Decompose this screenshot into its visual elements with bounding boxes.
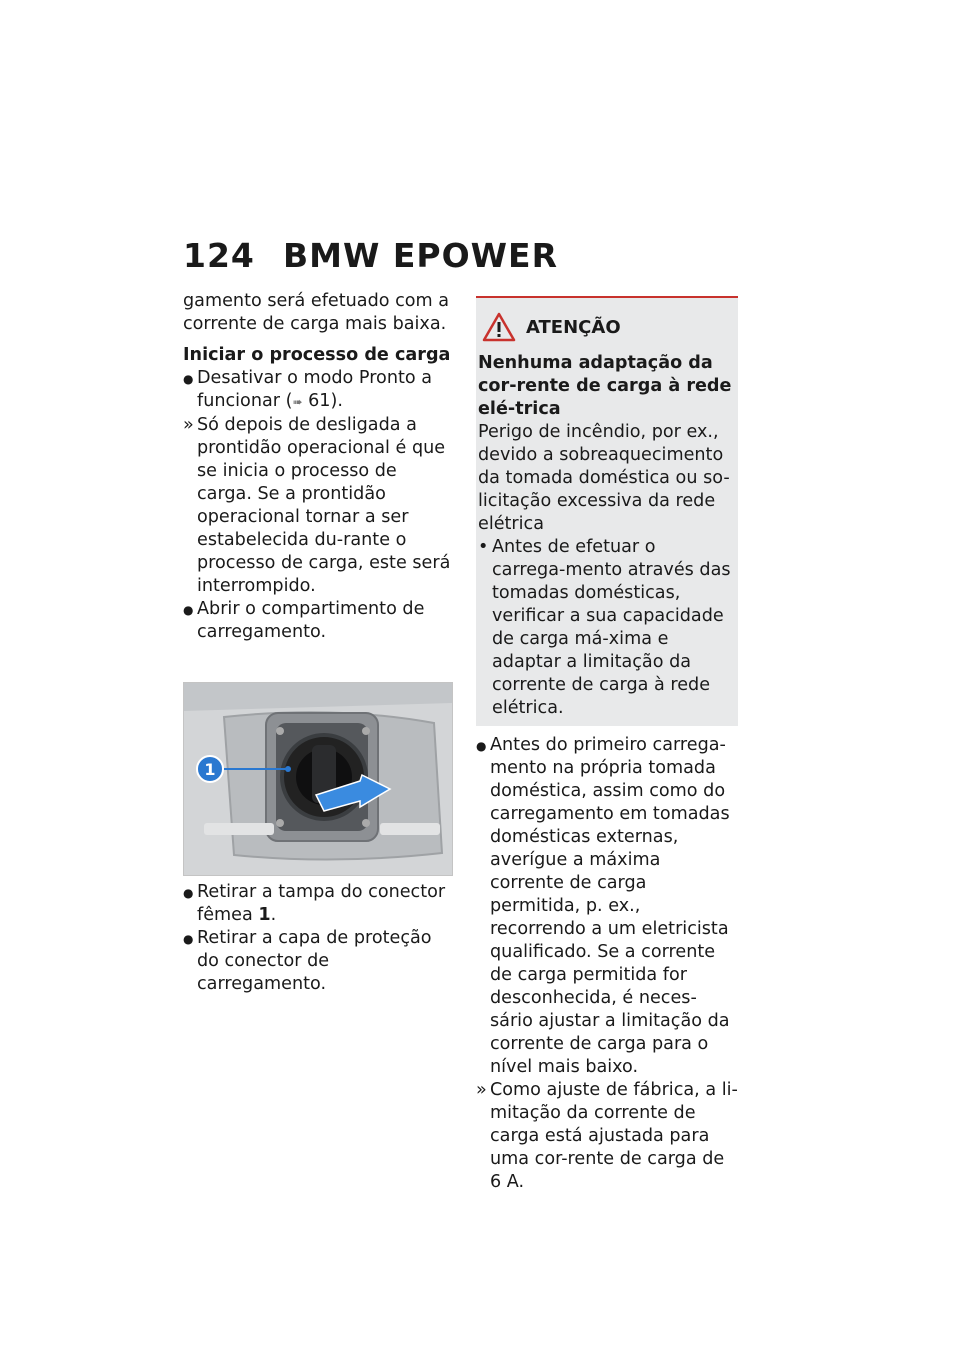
chapter-title: BMW EPOWER: [283, 236, 559, 275]
step-list: [476, 734, 738, 1194]
bullet-icon: ●: [183, 372, 194, 386]
intro-text: gamento será efetuado com a corrente de carga mais baixa.: [183, 291, 450, 334]
left-column: [183, 290, 453, 996]
list-item: ● Retirar a capa de proteção do conector de carregamento.: [183, 928, 432, 994]
result-icon: »: [476, 1080, 487, 1100]
bullet-icon: ●: [183, 886, 194, 900]
list-item: » Como ajuste de fábrica, a li-mitação da corrente de carga está ajustada para uma cor-rente de carga de 6 A.: [476, 1080, 738, 1192]
bullet-icon: ●: [476, 739, 487, 753]
charging-socket-illustration: [184, 683, 453, 876]
list-item: • Antes de efetuar o carrega-mento através das tomadas domésticas, verificar a sua capacidade de carga má-xima e adaptar a limitação da corrente de carga à rede elétrica.: [478, 537, 731, 718]
step-list: [183, 367, 453, 644]
warning-title: ATENÇÃO: [526, 316, 621, 338]
page-reference-arrow-icon: ➠: [292, 395, 303, 409]
warning-header: [482, 312, 732, 342]
charging-socket-figure: [183, 682, 453, 876]
warning-body: Perigo de incêndio, por ex., devido a sobreaquecimento da tomada doméstica ou so-licitação excessiva da rede elétrica: [478, 422, 730, 534]
result-icon: »: [183, 415, 194, 435]
bullet-icon: ●: [183, 603, 194, 617]
callout-number: 1: [204, 760, 216, 779]
right-column: [476, 296, 738, 1194]
bullet-icon: •: [478, 537, 489, 557]
list-item: ● Retirar a tampa do conector fêmea 1.: [183, 882, 446, 925]
bullet-icon: ●: [183, 932, 194, 946]
list-item: ● Abrir o compartimento de carregamento.: [183, 599, 425, 642]
warning-triangle-icon: [482, 312, 516, 342]
page-header: [183, 236, 558, 275]
section-title: Iniciar o processo de carga: [183, 345, 451, 365]
page-number: 124: [183, 236, 255, 275]
list-item: ● Desativar o modo Pronto a funcionar (➠ 61).: [183, 368, 433, 411]
callout-reference: 1: [258, 905, 271, 925]
list-item: » Só depois de desligada a prontidão operacional é que se inicia o processo de carga. Se a prontidão operacional tornar a ser estabelecida du-rante o processo de carga, este será interrompido.: [183, 415, 451, 596]
warning-list: [478, 536, 732, 720]
warning-heading: Nenhuma adaptação da cor-rente de carga à rede elé-trica: [478, 353, 732, 419]
list-item: ● Antes do primeiro carrega-mento na própria tomada doméstica, assim como do carregamento em tomadas domésticas externas, averígue a máxima corrente de carga permitida, p. ex., recorrendo a um eletricista qualificado. Se a corrente de carga permitida for desconhecida, é neces-sário ajustar a limitação da corrente de carga para o nível mais baixo.: [476, 735, 730, 1077]
page-reference[interactable]: 61).: [302, 391, 343, 411]
warning-box: [476, 296, 738, 726]
step-list: [183, 881, 453, 996]
